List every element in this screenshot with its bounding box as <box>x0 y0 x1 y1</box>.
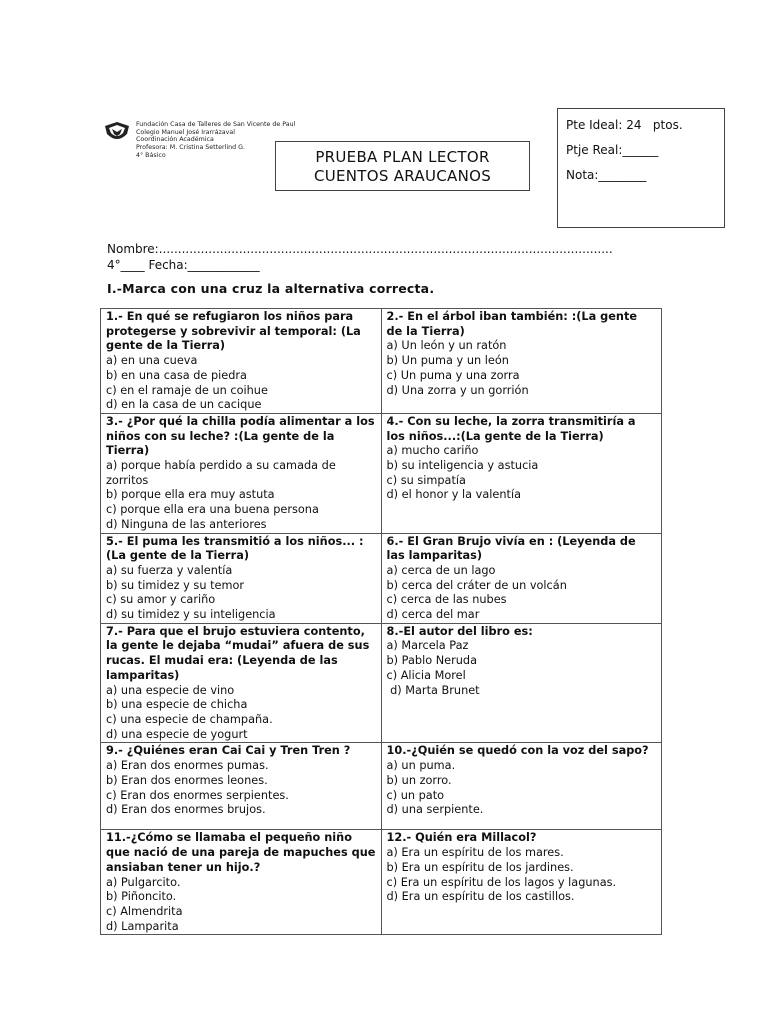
answer-option[interactable]: b) Pablo Neruda <box>386 654 478 668</box>
test-title-line1: PRUEBA PLAN LECTOR <box>315 148 490 166</box>
answer-option[interactable]: c) Almendrita <box>106 904 183 918</box>
answer-option[interactable]: b) Era un espíritu de los jardines. <box>386 860 574 874</box>
question-text: 11.-¿Cómo se llamaba el pequeño niño que nació de una pareja de mapuches que ansiaban tener un hijo.? <box>106 831 376 874</box>
answer-option[interactable]: c) un pato <box>386 788 445 802</box>
answer-option[interactable]: a) Pulgarcito. <box>106 875 181 889</box>
school-logo <box>103 120 131 144</box>
answer-option[interactable]: c) una especie de champaña. <box>106 712 273 726</box>
test-title-box <box>275 141 530 191</box>
school-line: Profesora: M. Cristina Setterlind G. <box>136 144 245 152</box>
score-real[interactable]: Ptje Real:______ <box>566 143 659 157</box>
answer-option[interactable]: b) su inteligencia y astucia <box>386 459 539 473</box>
question-row <box>101 533 662 623</box>
question-row <box>101 830 662 935</box>
question-text: 6.- El Gran Brujo vivía en : (Leyenda de las lamparitas) <box>386 534 636 563</box>
score-ideal: Pte Ideal: 24 ptos. <box>566 118 683 132</box>
answer-option[interactable]: d) Era un espíritu de los castillos. <box>386 890 575 904</box>
answer-option[interactable]: c) Era un espíritu de los lagos y lagunas. <box>386 875 617 889</box>
answer-option[interactable]: d) Ninguna de las anteriores <box>106 517 267 531</box>
answer-option[interactable]: b) Un puma y un león <box>386 354 509 368</box>
school-info <box>136 121 295 160</box>
answer-option[interactable]: d) el honor y la valentía <box>386 488 522 502</box>
question-cell <box>101 309 382 414</box>
question-cell <box>101 623 382 743</box>
answer-option[interactable]: a) su fuerza y valentía <box>106 563 233 577</box>
answer-option[interactable]: d) una serpiente. <box>386 803 484 817</box>
question-row <box>101 623 662 743</box>
answer-option[interactable]: d) Marta Brunet <box>386 683 480 697</box>
question-row <box>101 743 662 830</box>
answer-option[interactable]: a) Un león y un ratón <box>386 339 507 353</box>
question-cell <box>381 413 662 533</box>
answer-option[interactable]: d) en la casa de un cacique <box>106 398 262 412</box>
question-row <box>101 309 662 414</box>
question-cell <box>381 309 662 414</box>
answer-option[interactable]: b) Piñoncito. <box>106 890 177 904</box>
answer-option[interactable]: d) Lamparita <box>106 919 179 933</box>
question-text: 7.- Para que el brujo estuviera contento, la gente le dejaba “mudai” afuera de sus rucas. El mudai era: (Leyenda de las lamparitas) <box>106 624 370 682</box>
answer-option[interactable]: b) Eran dos enormes leones. <box>106 773 268 787</box>
answer-option[interactable]: c) Alicia Morel <box>386 668 466 682</box>
score-nota[interactable]: Nota:________ <box>566 168 647 182</box>
school-line: Coordinación Académica <box>136 136 214 144</box>
question-text: 9.- ¿Quiénes eran Cai Cai y Tren Tren ? <box>106 744 351 758</box>
answer-option[interactable]: c) porque ella era una buena persona <box>106 503 319 517</box>
answer-option[interactable]: b) una especie de chicha <box>106 698 248 712</box>
question-text: 4.- Con su leche, la zorra transmitiría a los niños...:(La gente de la Tierra) <box>386 414 636 443</box>
question-text: 3.- ¿Por qué la chilla podía alimentar a los niños con su leche? :(La gente de la Tierra) <box>106 414 375 458</box>
test-title-line2: CUENTOS ARAUCANOS <box>313 167 492 185</box>
answer-option[interactable]: a) Era un espíritu de los mares. <box>386 846 564 860</box>
question-cell <box>381 623 662 743</box>
question-text: 8.-El autor del libro es: <box>386 624 533 638</box>
answer-option[interactable]: a) porque había perdido a su camada de zorritos <box>106 459 340 487</box>
answer-option[interactable]: d) su timidez y su inteligencia <box>106 608 276 622</box>
student-info <box>107 241 613 273</box>
answer-option[interactable]: a) un puma. <box>386 759 456 773</box>
question-cell <box>101 743 382 830</box>
answer-option[interactable]: b) porque ella era muy astuta <box>106 488 275 502</box>
answer-option[interactable]: a) Marcela Paz <box>386 639 469 653</box>
question-cell <box>101 413 382 533</box>
answer-option[interactable]: c) Eran dos enormes serpientes. <box>106 788 289 802</box>
instruction: I.-Marca con una cruz la alternativa correcta. <box>107 281 435 296</box>
question-cell <box>101 533 382 623</box>
answer-option[interactable]: c) su amor y cariño <box>106 593 216 607</box>
answer-option[interactable]: a) mucho cariño <box>386 444 479 458</box>
question-cell <box>381 830 662 935</box>
answer-option[interactable]: c) cerca de las nubes <box>386 593 507 607</box>
answer-option[interactable]: c) su simpatía <box>386 473 466 487</box>
school-line: 4° Básico <box>136 151 166 159</box>
question-text: 10.-¿Quién se quedó con la voz del sapo? <box>386 744 649 758</box>
answer-option[interactable]: a) Eran dos enormes pumas. <box>106 759 269 773</box>
question-row <box>101 413 662 533</box>
answer-option[interactable]: a) cerca de un lago <box>386 563 496 577</box>
questions-table <box>100 308 662 935</box>
question-cell <box>381 533 662 623</box>
question-text: 2.- En el árbol iban también: :(La gente de la Tierra) <box>386 310 638 338</box>
question-text: 12.- Quién era Millacol? <box>386 831 537 845</box>
school-line: Fundación Casa de Talleres de San Vicente de Paul <box>136 121 296 128</box>
question-text: 1.- En qué se refugiaron los niños para protegerse y sobrevivir al temporal: (La gente de la Tierra) <box>106 310 361 353</box>
student-course-date-field[interactable]: 4°____ Fecha:____________ <box>107 258 260 272</box>
answer-option[interactable]: d) cerca del mar <box>386 608 480 622</box>
answer-option[interactable]: a) una especie de vino <box>106 683 235 697</box>
answer-option[interactable]: d) Una zorra y un gorrión <box>386 383 529 397</box>
answer-option[interactable]: b) su timidez y su temor <box>106 578 245 592</box>
score-box <box>557 108 725 228</box>
student-name-field[interactable]: Nombre:....................................................................................................................... <box>107 242 613 256</box>
answer-option[interactable]: a) en una cueva <box>106 354 198 368</box>
answer-option[interactable]: b) en una casa de piedra <box>106 368 247 382</box>
answer-option[interactable]: b) un zorro. <box>386 773 452 787</box>
question-cell <box>101 830 382 935</box>
question-text: 5.- El puma les transmitió a los niños... : (La gente de la Tierra) <box>106 534 364 563</box>
question-cell <box>381 743 662 830</box>
school-line: Colegio Manuel José Irarrázaval <box>136 128 235 136</box>
answer-option[interactable]: d) una especie de yogurt <box>106 727 248 741</box>
answer-option[interactable]: c) Un puma y una zorra <box>386 368 520 382</box>
answer-option[interactable]: c) en el ramaje de un coihue <box>106 383 268 397</box>
answer-option[interactable]: d) Eran dos enormes brujos. <box>106 803 266 817</box>
answer-option[interactable]: b) cerca del cráter de un volcán <box>386 578 567 592</box>
